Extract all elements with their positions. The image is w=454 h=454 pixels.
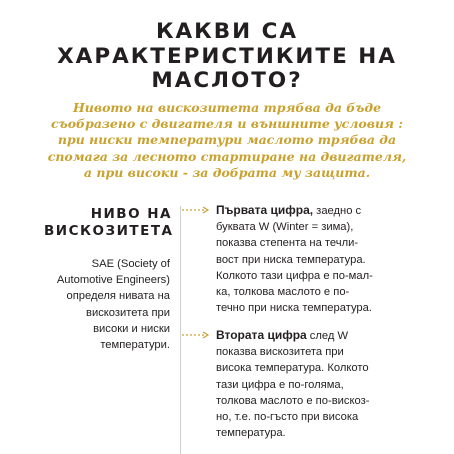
sae-line: SAE (Society of xyxy=(91,258,170,270)
paragraph-line: течно при ниска температура. xyxy=(216,302,372,315)
lead-line: при ниски температури маслото трябва да xyxy=(57,132,397,148)
paragraph-line: ка, толкова маслото е по- xyxy=(216,286,350,299)
second-digit-label: Втората цифра xyxy=(216,328,307,342)
lead-line: Нивото на вискозитета трябва да бъде xyxy=(72,100,382,115)
paragraph-line: вост при ниска температура. xyxy=(216,253,366,266)
paragraph-line: Колкото тази цифра е по-мал- xyxy=(216,269,373,282)
sae-line: вискозитета при xyxy=(86,306,170,319)
sae-line: определя нивата на xyxy=(66,290,170,303)
vertical-divider xyxy=(180,206,181,454)
paragraph-line: буквата W (Winter = зима), xyxy=(216,221,354,234)
paragraph-line: температура. xyxy=(216,427,286,440)
second-digit-paragraph xyxy=(216,327,444,441)
lead-paragraph xyxy=(20,100,434,181)
paragraph-text: след W xyxy=(306,330,349,342)
dotted-arrow-icon xyxy=(182,331,212,339)
title-line: МАСЛОТО? xyxy=(151,68,303,93)
title-line: КАКВИ СА xyxy=(155,19,299,44)
section-heading xyxy=(44,206,172,239)
sae-line: високи и ниски xyxy=(93,322,170,335)
sae-description xyxy=(40,256,170,353)
sae-line: температури. xyxy=(100,339,170,352)
paragraph-text: заедно с xyxy=(313,205,362,217)
lead-line: съобразено с двигателя и външните условия : xyxy=(51,116,403,132)
section-heading-line: ВИСКОЗИТЕТА xyxy=(44,222,174,239)
lead-line: спомага за лесното стартиране на двигателя, xyxy=(47,148,407,164)
lead-line: а при високи - за добрата му защита. xyxy=(83,164,371,180)
paragraph-line: тази цифра е по-голяма, xyxy=(216,378,344,391)
section-heading-line: НИВО НА xyxy=(90,206,172,222)
paragraph-line: толкова маслото е по-вискоз- xyxy=(216,394,370,407)
first-digit-label: Първата цифра, xyxy=(216,203,314,217)
paragraph-line: показва степента на течли- xyxy=(216,237,359,250)
paragraph-line xyxy=(216,327,444,344)
paragraph-line: висока температура. Колкото xyxy=(216,362,369,375)
first-digit-paragraph xyxy=(216,202,444,316)
title-line: ХАРАКТЕРИСТИКИТЕ НА xyxy=(57,43,397,69)
paragraph-line: но, т.е. по-гъсто при висока xyxy=(216,411,359,424)
paragraph-line xyxy=(216,202,444,219)
dotted-arrow-icon xyxy=(182,206,212,214)
paragraph-line: показва вискозитета при xyxy=(216,346,344,359)
page-title xyxy=(0,20,454,94)
sae-line: Automotive Engineers) xyxy=(56,274,170,287)
